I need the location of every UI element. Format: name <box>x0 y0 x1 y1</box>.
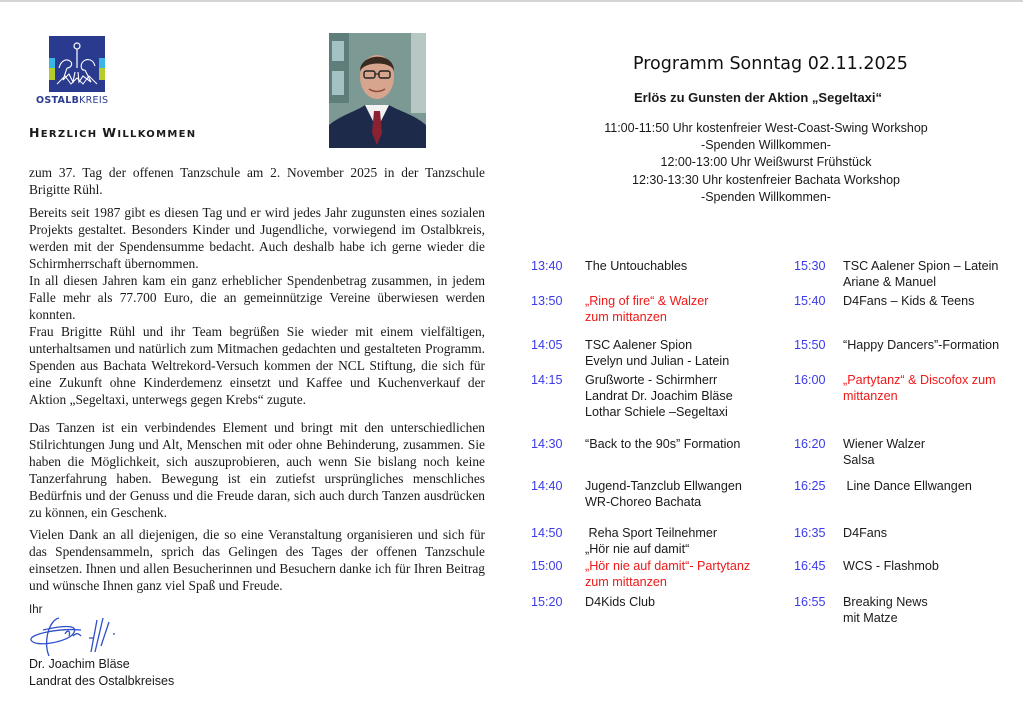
morning-line: -Spenden Willkommen- <box>701 189 831 204</box>
morning-line: 12:30-13:30 Uhr kostenfreier Bachata Workshop <box>632 172 900 187</box>
letter-history-text: Bereits seit 1987 gibt es diesen Tag und er wird jedes Jahr zugunsten eines sozialen Projekts gestaltet. Besonders Kinder und Jugendliche, vorwiegend im Ostalbkreis, werden mit der Spendensumme bedacht. Auch deshalb habe ich gerne wieder die Schirmherrschaft übernommen. <box>29 205 485 271</box>
letter-intro-paragraph: zum 37. Tag der offenen Tanzschule am 2. November 2025 in der Tanzschule Brigitte Rühl. <box>29 165 485 197</box>
entry-description <box>585 594 655 610</box>
entry-description <box>585 337 729 369</box>
logo-stripe-green-right <box>99 68 105 80</box>
entry-description <box>843 337 999 353</box>
entry-time: 15:40 <box>794 294 826 308</box>
letter-program-paragraph: Frau Brigitte Rühl und ihr Team begrüßen Sie wieder mit einem vielfältigen, unterhaltsamen und natürlich zum Mitmachen gedachten und gestalteten Programm. Spenden aus Bachata Weltrekord-Versuch kommen der NCL Stiftung, die sich für eine Zukunft ohne Kinderdemenz einsetzt und Kaffee und Kuchenverkauf der Aktion „Segeltaxi, unterwegs gegen Krebs“ zugute. <box>29 324 485 407</box>
heraldic-animals-icon <box>55 38 99 90</box>
signer-name: Dr. Joachim Bläse <box>29 657 130 671</box>
morning-line: 11:00-11:50 Uhr kostenfreier West-Coast-Swing Workshop <box>604 121 928 135</box>
logo-stripe-cyan-right <box>99 58 105 68</box>
entry-description <box>843 525 887 541</box>
entry-time: 13:40 <box>531 259 563 273</box>
letter-history-paragraph <box>29 204 485 323</box>
entry-line: „Hör nie auf damit“ <box>585 542 690 556</box>
ostalbkreis-logo <box>49 36 105 92</box>
entry-line: Reha Sport Teilnehmer <box>585 526 718 540</box>
entry-description <box>843 372 996 404</box>
entry-line: mit Matze <box>843 611 898 625</box>
entry-description <box>843 436 925 468</box>
entry-description <box>585 258 687 274</box>
entry-line: Line Dance Ellwangen <box>843 479 972 493</box>
entry-time: 13:50 <box>531 294 563 308</box>
entry-time: 16:00 <box>794 373 826 387</box>
entry-time: 14:50 <box>531 526 563 540</box>
entry-line: Jugend-Tanzclub Ellwangen <box>585 479 742 493</box>
entry-description <box>843 594 928 626</box>
entry-line: Breaking News <box>843 595 928 609</box>
entry-line: D4Kids Club <box>585 595 655 609</box>
entry-line: The Untouchables <box>585 259 688 273</box>
entry-description <box>585 558 750 590</box>
heading-rest-2: ILLKOMMEN <box>117 129 197 140</box>
entry-time: 15:50 <box>794 338 826 352</box>
entry-line: „Partytanz“ & Discofox zum <box>843 373 996 387</box>
entry-time: 14:30 <box>531 437 563 451</box>
letter-thanks-paragraph: Vielen Dank an all diejenigen, die so eine Veranstaltung organisieren und sich für das Spendensammeln, sprich das Gelingen des Tages der offenen Tanzschule einsetzen. Ihnen und allen Besucherinnen und Besuchern danke ich für Ihren Beitrag und wünsche Ihnen ganz viel Spaß und Freude. <box>29 527 485 593</box>
signer-block <box>29 656 174 690</box>
entry-time: 15:20 <box>531 595 563 609</box>
morning-line: -Spenden Willkommen- <box>701 138 831 153</box>
entry-description <box>843 258 998 290</box>
entry-time: 16:45 <box>794 559 826 573</box>
entry-line: „Ring of fire“ & Walzer <box>585 294 709 308</box>
entry-line: D4Fans <box>843 526 888 540</box>
entry-time: 15:30 <box>794 259 826 273</box>
entry-description <box>585 372 733 420</box>
letter-dance-paragraph: Das Tanzen ist ein verbindendes Element und bringt mit den unterschiedlichen Stilrichtungen Jung und Alt, Menschen mit oder ohne Behinderung, zusammen. Sie haben die Möglichkeit, sich auszuprobieren, auch wenn Sie bislang noch keine Tanzerfahrung haben. Bewegung ist ein zutiefst ursprüngliches menschliches Bedürfnis und der Genuss und die Freude daran, sich auch durch Tanzen ausdrücken zu können, ein Geschenk. <box>29 420 485 520</box>
entry-line: Landrat Dr. Joachim Bläse <box>585 389 733 403</box>
entry-description <box>585 436 740 452</box>
entry-line: TSC Aalener Spion – Latein <box>843 259 999 273</box>
entry-line: WCS - Flashmob <box>843 559 939 573</box>
logo-wordmark <box>36 95 108 106</box>
entry-description <box>585 478 742 510</box>
letter-donation-text: In all diesen Jahren kam ein ganz erheblicher Spendenbetrag zusammen, in jedem Falle mehr als 77.700 Euro, die an gemeinnützige Vereine überwiesen werden konnten. <box>29 273 485 322</box>
entry-line: Salsa <box>843 453 875 467</box>
entry-time: 16:25 <box>794 479 826 493</box>
heading-rest-1: ERZLICH <box>40 129 103 140</box>
entry-time: 16:35 <box>794 526 826 540</box>
signature-icon <box>29 612 139 662</box>
entry-line: mittanzen <box>843 389 898 403</box>
entry-time: 14:05 <box>531 338 563 352</box>
entry-line: Grußworte - Schirmherr <box>585 373 718 387</box>
welcome-heading <box>29 125 196 140</box>
entry-time: 16:55 <box>794 595 826 609</box>
entry-time: 14:40 <box>531 479 563 493</box>
logo-wordmark-light: KREIS <box>79 95 109 106</box>
entry-time: 14:15 <box>531 373 563 387</box>
portrait-photo <box>329 33 426 148</box>
entry-line: WR-Choreo Bachata <box>585 495 702 509</box>
closing-word: Ihr <box>29 604 43 616</box>
entry-line: “Back to the 90s” Formation <box>585 437 741 451</box>
entry-line: D4Fans – Kids & Teens <box>843 294 975 308</box>
entry-line: Evelyn und Julian - Latein <box>585 354 730 368</box>
entry-line: zum mittanzen <box>585 575 667 589</box>
logo-wordmark-bold: OSTALB <box>36 95 80 106</box>
heading-initial-1: H <box>29 125 41 140</box>
entry-description <box>843 558 939 574</box>
entry-time: 15:00 <box>531 559 563 573</box>
entry-line: “Happy Dancers”-Formation <box>843 338 1000 352</box>
entry-line: TSC Aalener Spion <box>585 338 693 352</box>
entry-time: 16:20 <box>794 437 826 451</box>
program-subtitle: Erlös zu Gunsten der Aktion „Segeltaxi“ <box>634 90 883 105</box>
entry-line: „Hör nie auf damit“- Partytanz <box>585 559 751 573</box>
signer-title: Landrat des Ostalbkreises <box>29 674 175 688</box>
entry-description <box>585 525 717 557</box>
entry-description <box>585 293 708 325</box>
heading-initial-2: W <box>102 125 118 140</box>
morning-schedule <box>560 120 972 206</box>
entry-line: Lothar Schiele –Segeltaxi <box>585 405 728 419</box>
portrait-image <box>329 33 426 148</box>
entry-description <box>843 478 972 494</box>
entry-line: Wiener Walzer <box>843 437 926 451</box>
entry-line: zum mittanzen <box>585 310 667 324</box>
page-top-border <box>0 0 1023 2</box>
morning-line: 12:00-13:00 Uhr Weißwurst Frühstück <box>660 155 872 170</box>
program-title: Programm Sonntag 02.11.2025 <box>633 54 908 74</box>
entry-description <box>843 293 974 309</box>
entry-line: Ariane & Manuel <box>843 275 937 289</box>
